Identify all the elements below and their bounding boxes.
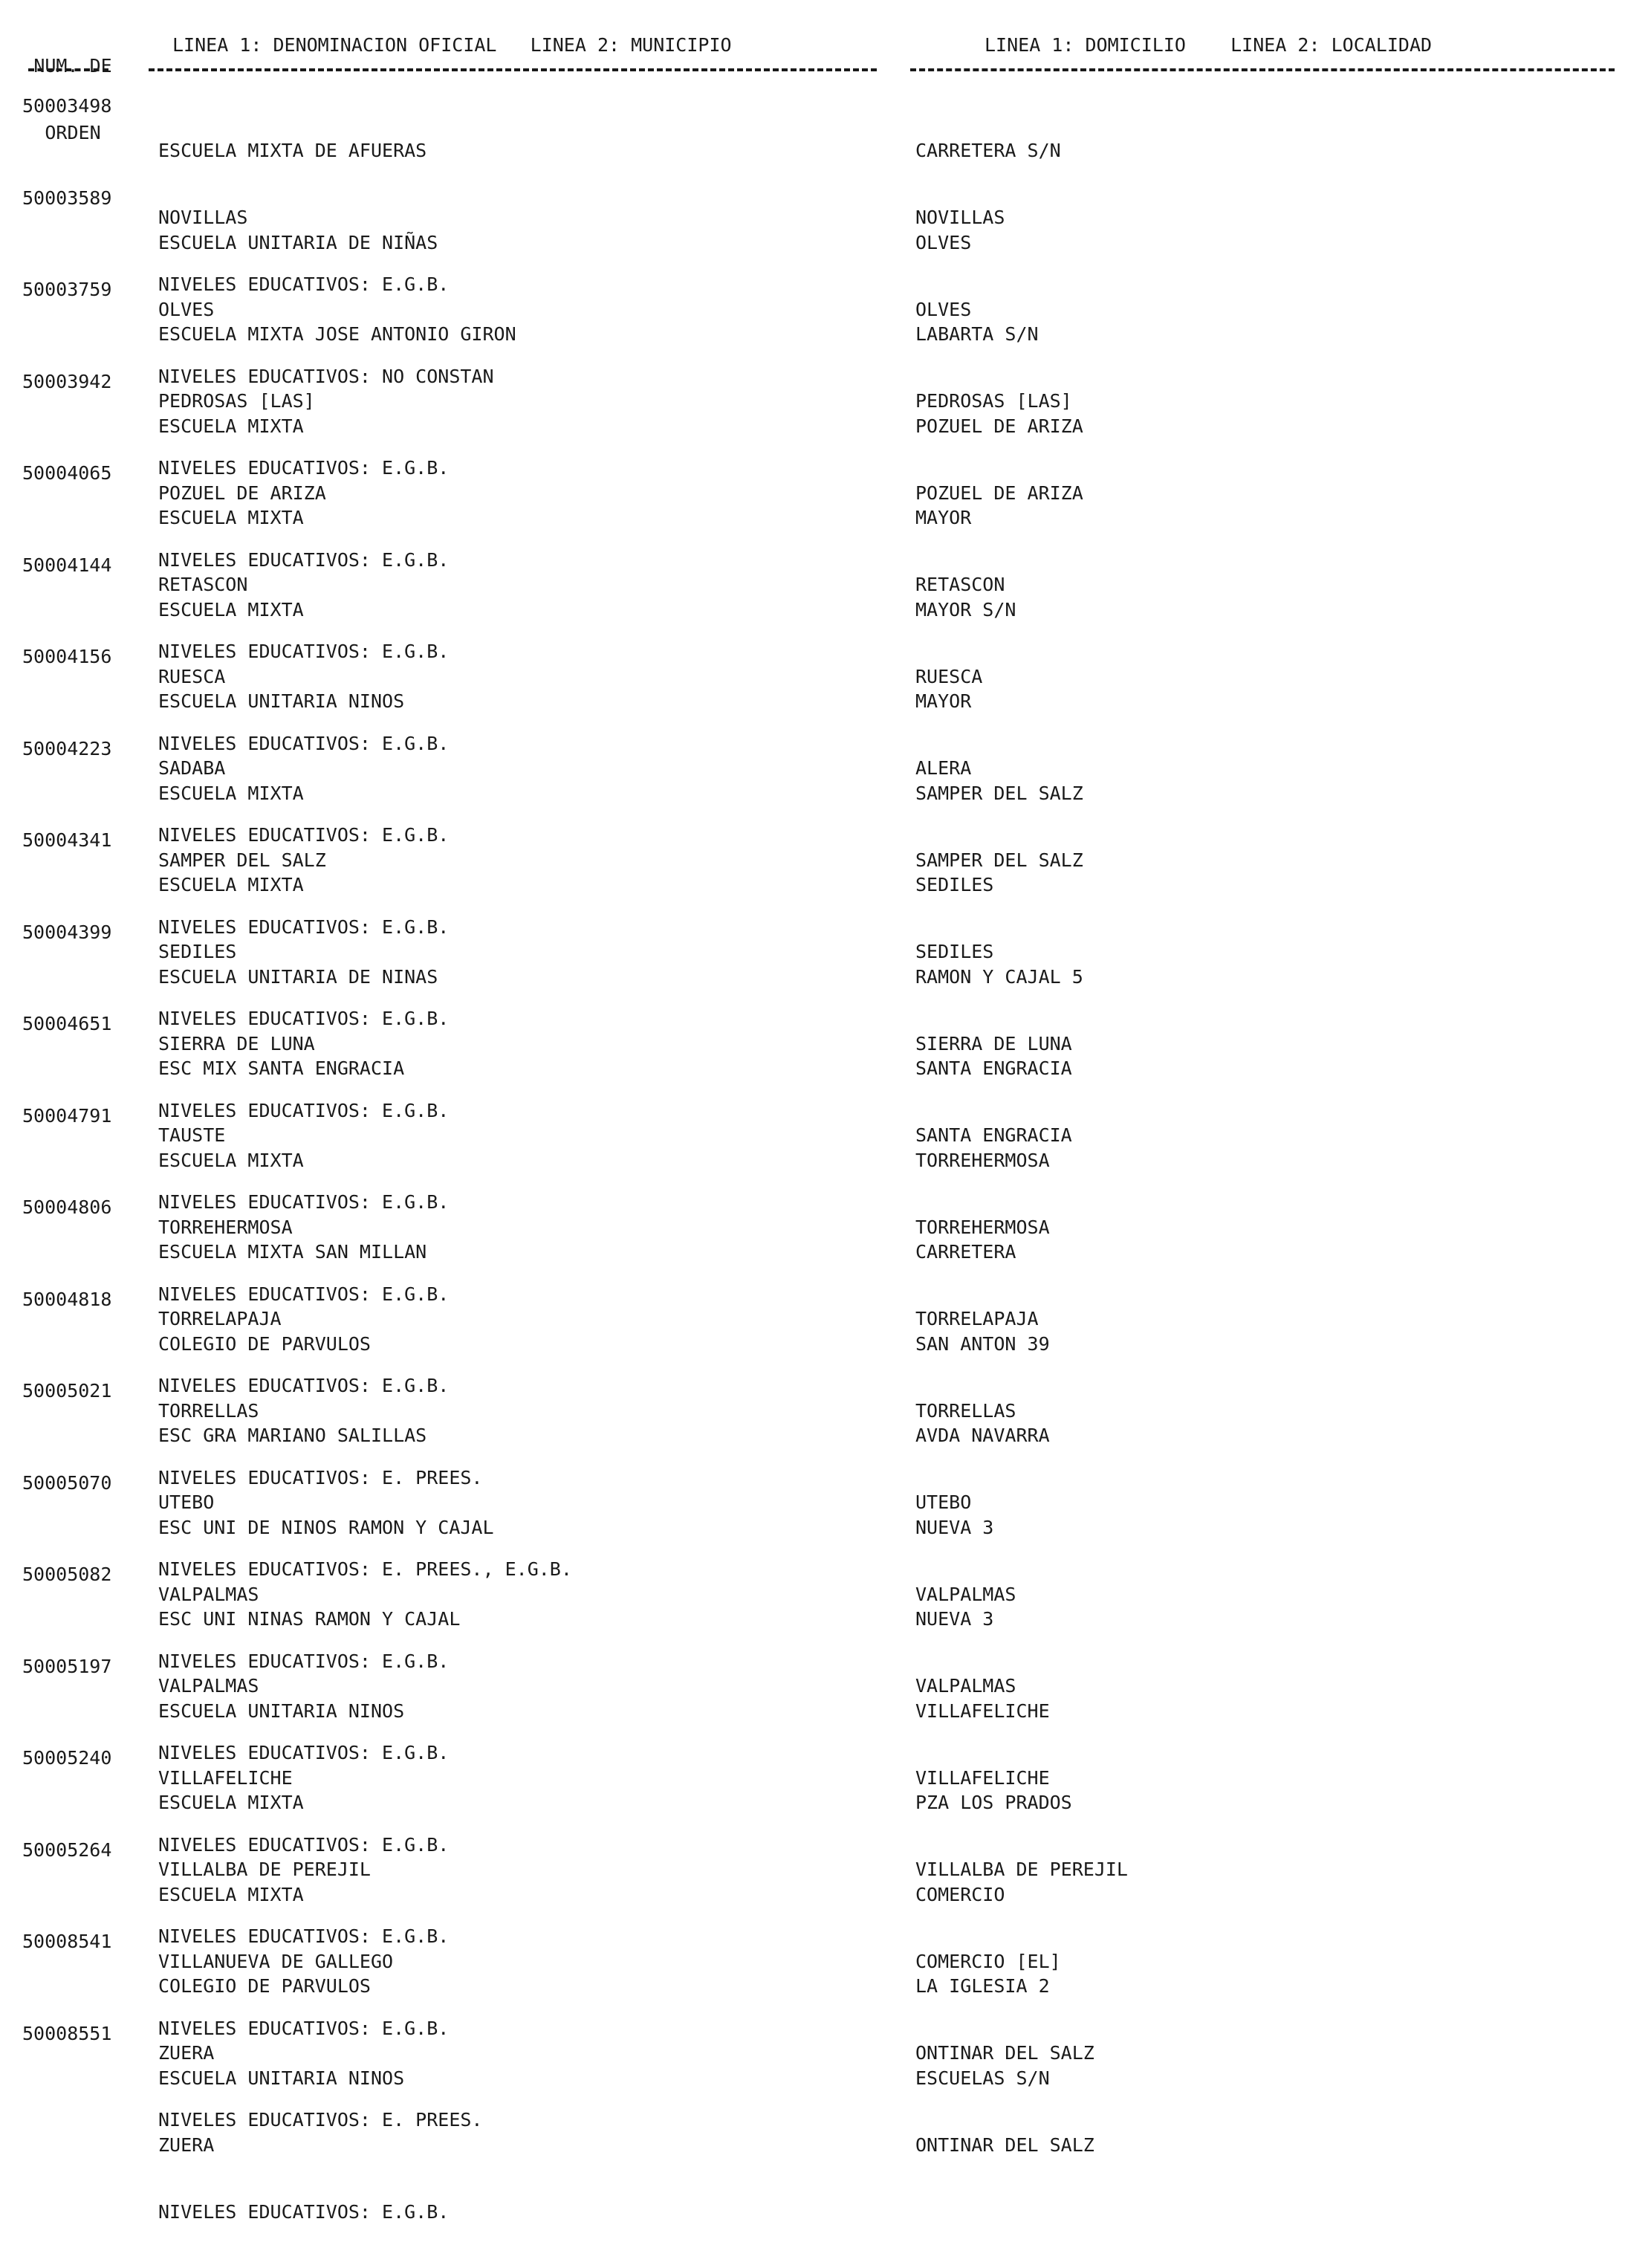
denominacion-oficial: ESCUELA UNITARIA NINOS [158, 690, 405, 712]
record-number: 50004156 [22, 646, 112, 667]
denominacion-oficial: COLEGIO DE PARVULOS [158, 1975, 371, 1997]
municipio: SADABA [158, 757, 226, 779]
municipio: RUESCA [158, 665, 226, 687]
niveles-educativos: NIVELES EDUCATIVOS: E.G.B. [158, 1742, 450, 1763]
localidad: ONTINAR DEL SALZ [915, 2042, 1094, 2064]
domicilio: TORREHERMOSA [915, 1149, 1050, 1171]
domicilio: CARRETERA [915, 1241, 1016, 1263]
domicilio: OLVES [915, 231, 972, 253]
denominacion-oficial: ESCUELA UNITARIA DE NIÑAS [158, 231, 438, 253]
domicilio: POZUEL DE ARIZA [915, 415, 1083, 437]
denominacion-oficial: ESC UNI NINAS RAMON Y CAJAL [158, 1608, 461, 1630]
denominacion-oficial: ESC UNI DE NINOS RAMON Y CAJAL [158, 1516, 494, 1538]
record-number: 50004223 [22, 737, 112, 759]
domicilio: MAYOR [915, 507, 972, 528]
header-rule-right [910, 68, 1615, 71]
niveles-educativos: NIVELES EDUCATIVOS: E.G.B. [158, 1375, 450, 1396]
niveles-educativos: NIVELES EDUCATIVOS: E.G.B. [158, 1099, 450, 1121]
denominacion-oficial: ESCUELA UNITARIA NINOS [158, 1700, 405, 1722]
record-number: 50003498 [22, 95, 112, 117]
domicilio: SANTA ENGRACIA [915, 1057, 1072, 1079]
record-number: 50004399 [22, 921, 112, 943]
record-number: 50004144 [22, 554, 112, 576]
niveles-educativos: NIVELES EDUCATIVOS: E.G.B. [158, 2017, 450, 2039]
domicilio: RAMON Y CAJAL 5 [915, 965, 1083, 988]
municipio: VILLAFELICHE [158, 1766, 293, 1789]
domicilio: MAYOR [915, 690, 972, 712]
records-list [0, 95, 1625, 2223]
municipio: TORREHERMOSA [158, 1216, 293, 1238]
denominacion-oficial: ESCUELA MIXTA [158, 874, 304, 895]
denominacion-oficial: ESCUELA MIXTA [158, 782, 304, 804]
record-number: 50004651 [22, 1013, 112, 1034]
header-rule-left [149, 68, 877, 71]
niveles-educativos: NIVELES EDUCATIVOS: E.G.B. [158, 1191, 450, 1213]
denominacion-oficial: ESCUELA MIXTA SAN MILLAN [158, 1241, 427, 1263]
niveles-educativos: NIVELES EDUCATIVOS: E.G.B. [158, 273, 450, 295]
localidad: SIERRA DE LUNA [915, 1032, 1072, 1054]
municipio: SIERRA DE LUNA [158, 1032, 315, 1054]
record-number: 50005082 [22, 1564, 112, 1585]
record-number: 50008541 [22, 1931, 112, 1952]
niveles-educativos: NIVELES EDUCATIVOS: E.G.B. [158, 2200, 450, 2223]
niveles-educativos: NIVELES EDUCATIVOS: E.G.B. [158, 732, 450, 754]
niveles-educativos: NIVELES EDUCATIVOS: E.G.B. [158, 1008, 450, 1029]
denominacion-oficial: ESCUELA UNITARIA DE NINAS [158, 965, 438, 988]
domicilio: PZA LOS PRADOS [915, 1792, 1072, 1813]
num-orden-header-line2: ORDEN [45, 122, 101, 143]
record-right-block [915, 2023, 1094, 2201]
domicilio: AVDA NAVARRA [915, 1425, 1050, 1446]
denominacion-oficial: ESCUELA MIXTA [158, 507, 304, 528]
localidad: VILLAFELICHE [915, 1766, 1050, 1789]
localidad: TORRELAPAJA [915, 1308, 1039, 1329]
domicilio: VILLAFELICHE [915, 1700, 1050, 1722]
domicilio: CARRETERA S/N [915, 140, 1061, 161]
municipio: VALPALMAS [158, 1675, 259, 1697]
localidad: NOVILLAS [915, 207, 1005, 228]
domicilio: SAMPER DEL SALZ [915, 782, 1083, 804]
municipio: OLVES [158, 298, 215, 320]
niveles-educativos: NIVELES EDUCATIVOS: E.G.B. [158, 1833, 450, 1856]
localidad: TORRELLAS [915, 1399, 1016, 1422]
domicilio: SEDILES [915, 874, 994, 895]
municipio: ZUERA [158, 2042, 215, 2064]
municipio: VILLANUEVA DE GALLEGO [158, 1950, 394, 1972]
niveles-educativos: NIVELES EDUCATIVOS: E. PREES. [158, 1466, 483, 1488]
domicilio: ESCUELAS S/N [915, 2067, 1050, 2089]
record-number: 50004791 [22, 1104, 112, 1127]
record-number: 50005197 [22, 1655, 112, 1677]
localidad: SAMPER DEL SALZ [915, 849, 1083, 871]
niveles-educativos: NIVELES EDUCATIVOS: E. PREES. [158, 2109, 483, 2131]
localidad: ALERA [915, 757, 972, 779]
denominacion-oficial: COLEGIO DE PARVULOS [158, 1332, 371, 1355]
municipio: UTEBO [158, 1491, 215, 1513]
niveles-educativos: NIVELES EDUCATIVOS: NO CONSTAN [158, 365, 494, 387]
record-number: 50005021 [22, 1380, 112, 1402]
denominacion-oficial: ESCUELA MIXTA [158, 1883, 304, 1905]
num-orden-header-line1: NUM. DE [33, 55, 112, 77]
municipio: PEDROSAS [LAS] [158, 390, 315, 412]
denominacion-oficial: ESC GRA MARIANO SALILLAS [158, 1425, 427, 1446]
denominacion-oficial: ESCUELA MIXTA [158, 415, 304, 437]
record-number: 50004818 [22, 1288, 112, 1310]
municipio: TORRELLAS [158, 1399, 259, 1422]
header-rule-num [28, 68, 108, 71]
domicilio: LABARTA S/N [915, 323, 1039, 345]
denominacion-oficial: ESCUELA MIXTA [158, 1149, 304, 1171]
denominacion-oficial: ESCUELA UNITARIA NINOS [158, 2067, 405, 2089]
domicilio: SAN ANTON 39 [915, 1332, 1050, 1355]
record-number: 50005070 [22, 1471, 112, 1494]
localidad: OLVES [915, 298, 972, 320]
localidad: VALPALMAS [915, 1675, 1016, 1697]
record-number: 50005264 [22, 1838, 112, 1861]
localidad: POZUEL DE ARIZA [915, 482, 1083, 504]
record-number: 50005240 [22, 1747, 112, 1769]
municipio: POZUEL DE ARIZA [158, 482, 326, 504]
niveles-educativos: NIVELES EDUCATIVOS: E.G.B. [158, 1925, 450, 1947]
localidad: ONTINAR DEL SALZ [915, 2133, 1094, 2156]
municipio: VALPALMAS [158, 1583, 259, 1605]
denominacion-oficial: ESCUELA MIXTA JOSE ANTONIO GIRON [158, 323, 516, 345]
denominacion-municipio-header: LINEA 1: DENOMINACION OFICIAL LINEA 2: MUNICIPIO [172, 34, 732, 56]
niveles-educativos: NIVELES EDUCATIVOS: E.G.B. [158, 916, 450, 938]
record-number: 50003759 [22, 279, 112, 300]
domicilio-localidad-header: LINEA 1: DOMICILIO LINEA 2: LOCALIDAD [985, 34, 1433, 56]
localidad: RETASCON [915, 574, 1005, 595]
domicilio: NUEVA 3 [915, 1608, 994, 1630]
municipio: NOVILLAS [158, 207, 248, 228]
denominacion-oficial: ESC MIX SANTA ENGRACIA [158, 1057, 405, 1079]
localidad: VILLALBA DE PEREJIL [915, 1859, 1128, 1880]
denominacion-oficial: ESCUELA MIXTA [158, 598, 304, 621]
localidad: TORREHERMOSA [915, 1216, 1050, 1238]
record-number: 50004806 [22, 1196, 112, 1218]
municipio: SEDILES [158, 941, 237, 962]
record-number: 50004065 [22, 462, 112, 484]
municipio: TORRELAPAJA [158, 1308, 282, 1329]
localidad: RUESCA [915, 665, 983, 687]
municipio: TAUSTE [158, 1124, 226, 1146]
niveles-educativos: NIVELES EDUCATIVOS: E. PREES., E.G.B. [158, 1558, 572, 1580]
localidad: SEDILES [915, 941, 994, 962]
record-number: 50003589 [22, 187, 112, 209]
municipio: VILLALBA DE PEREJIL [158, 1859, 371, 1880]
domicilio: NUEVA 3 [915, 1516, 994, 1538]
niveles-educativos: NIVELES EDUCATIVOS: E.G.B. [158, 457, 450, 479]
denominacion-oficial: ESCUELA MIXTA DE AFUERAS [158, 140, 427, 161]
localidad: UTEBO [915, 1491, 972, 1513]
record-number: 50004341 [22, 829, 112, 851]
localidad: SANTA ENGRACIA [915, 1124, 1072, 1146]
niveles-educativos: NIVELES EDUCATIVOS: E.G.B. [158, 641, 450, 662]
localidad: VALPALMAS [915, 1583, 1016, 1605]
denominacion-oficial: ESCUELA MIXTA [158, 1792, 304, 1813]
municipio: RETASCON [158, 574, 248, 595]
niveles-educativos: NIVELES EDUCATIVOS: E.G.B. [158, 548, 450, 571]
domicilio: MAYOR S/N [915, 598, 1016, 621]
localidad: COMERCIO [EL] [915, 1950, 1061, 1972]
domicilio: LA IGLESIA 2 [915, 1975, 1050, 1997]
record-number: 50008551 [22, 2022, 112, 2044]
localidad: PEDROSAS [LAS] [915, 390, 1072, 412]
niveles-educativos: NIVELES EDUCATIVOS: E.G.B. [158, 1283, 450, 1305]
niveles-educativos: NIVELES EDUCATIVOS: E.G.B. [158, 824, 450, 846]
municipio: ZUERA [158, 2133, 215, 2156]
niveles-educativos: NIVELES EDUCATIVOS: E.G.B. [158, 1650, 450, 1672]
record-number: 50003942 [22, 370, 112, 392]
record-left-block [158, 2023, 449, 2268]
domicilio: COMERCIO [915, 1883, 1005, 1905]
municipio: SAMPER DEL SALZ [158, 849, 326, 871]
